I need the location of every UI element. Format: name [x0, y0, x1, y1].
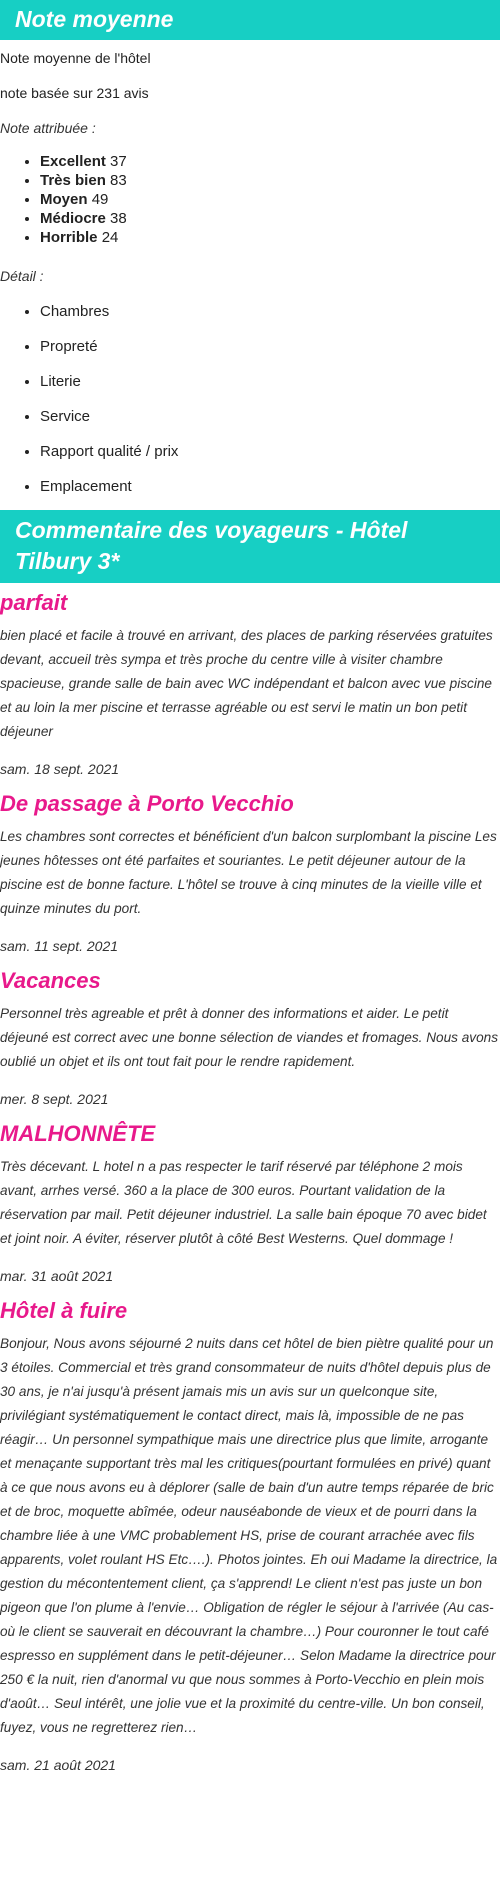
based-on-count: note basée sur 231 avis	[0, 85, 149, 101]
detail-item-rapport-qualite-prix: • Rapport qualité / prix	[40, 442, 500, 462]
review-title: Hôtel à fuire	[0, 1298, 128, 1323]
review-text: bien placé et facile à trouvé en arrivant, des places de parking réservées gratuites devant, accueil très sympa et très proche du centre ville à visiter chambre spacieuse, grande salle de bain avec WC indépendant et balcon avec vue piscine et au loin la mer piscine et terrasse agréable ou est servi le matin un bon petit déjeuner	[0, 628, 493, 739]
rating-item-moyen: • Moyen 49	[40, 190, 500, 209]
rating-item-mediocre: • Médiocre 38	[40, 209, 500, 228]
rating-breakdown-list	[0, 152, 500, 247]
review-date: sam. 11 sept. 2021	[0, 938, 119, 954]
review-title: MALHONNÊTE	[0, 1121, 156, 1146]
attributed-rating-label: Note attribuée :	[0, 120, 96, 136]
rating-item-horrible: • Horrible 24	[40, 228, 500, 247]
review-title: De passage à Porto Vecchio	[0, 791, 294, 816]
review-card	[0, 790, 500, 956]
review-card	[0, 1297, 500, 1775]
hotel-average-label: Note moyenne de l'hôtel	[0, 50, 151, 66]
review-title: parfait	[0, 590, 68, 615]
review-text: Personnel très agreable et prêt à donner des informations et aider. Le petit déjeuné est correct avec une bonne sélection de viandes et fromages. Nous avons oublié un objet et ils ont tout fait pour le rendre rapidement.	[0, 1006, 498, 1069]
detail-item-service: • Service	[40, 407, 500, 427]
average-rating-heading: Note moyenne	[0, 0, 500, 40]
review-date: mar. 31 août 2021	[0, 1268, 114, 1284]
review-text: Bonjour, Nous avons séjourné 2 nuits dans cet hôtel de bien piètre qualité pour un 3 étoiles. Commercial et très grand consommateur de nuits d'hôtel depuis plus de 30 ans, je n'ai jusqu'à présent jamais mis un avis sur un quelconque site, privilégiant systématiquement le contact direct, mais là, impossible de ne pas réagir… Un personnel sympathique mais une directrice plus que limite, arrogante et menaçante supportant très mal les critiques(pourtant formulées en privé) quant à ce que nous avons eu à déplorer (salle de bain d'un autre temps réparée de bric et de broc, moquette abîmée, odeur nauséabonde de vieux et de pourri dans la chambre liée à une VMC probablement HS, prise de courant arrachée avec fils apparents, volet roulant HS Etc….). Photos jointes. Eh oui Madame la directrice, la gestion du mécontentement client, ça s'apprend! Le client n'est pas juste un bon pigeon que l'on plume à l'envie… Obligation de régler le séjour à l'arrivée (Au cas-où le client se sauverait en découvrant la chambre…) Pour couronner le tout café espresso en supplément dans le petit-déjeuner… Selon Madame la directrice pour 250 € la nuit, rien d'anormal vu que nous sommes à Porto-Vecchio en plein mois d'août… Seul intérêt, une jolie vue et la proximité du centre-ville. Un bon conseil, fuyez, vous ne regretterez rien…	[0, 1336, 498, 1735]
rating-item-excellent: • Excellent 37	[40, 152, 500, 171]
rating-item-tres-bien: • Très bien 83	[40, 171, 500, 190]
review-text: Très décevant. L hotel n a pas respecter le tarif réservé par téléphone 2 mois avant, arrhes versé. 360 a la place de 300 euros. Pourtant validation de la réservation par mail. Petit déjeuner industriel. La salle bain époque 70 avec bidet et joint noir. A éviter, réserver plutôt à côté Best Westerns. Quel dommage !	[0, 1159, 487, 1246]
review-title: Vacances	[0, 968, 101, 993]
review-card	[0, 1120, 500, 1286]
traveler-comments-heading: Commentaire des voyageurs - Hôtel Tilbury 3*	[0, 510, 500, 583]
detail-item-literie: • Literie	[40, 372, 500, 392]
detail-label: Détail :	[0, 268, 44, 284]
review-date: sam. 18 sept. 2021	[0, 761, 120, 777]
review-text: Les chambres sont correctes et bénéficient d'un balcon surplombant la piscine Les jeunes hôtesses ont été parfaites et souriantes. Le petit déjeuner autour de la piscine est de bonne facture. L'hôtel se trouve à cinq minutes de la vieille ville et quinze minutes du port.	[0, 829, 497, 916]
detail-item-emplacement: • Emplacement	[40, 477, 500, 497]
review-card	[0, 967, 500, 1109]
review-card	[0, 589, 500, 779]
detail-item-proprete: • Propreté	[40, 337, 500, 357]
detail-item-chambres: • Chambres	[40, 302, 500, 322]
review-date: mer. 8 sept. 2021	[0, 1091, 109, 1107]
detail-criteria-list	[0, 302, 500, 497]
review-date: sam. 21 août 2021	[0, 1757, 116, 1773]
